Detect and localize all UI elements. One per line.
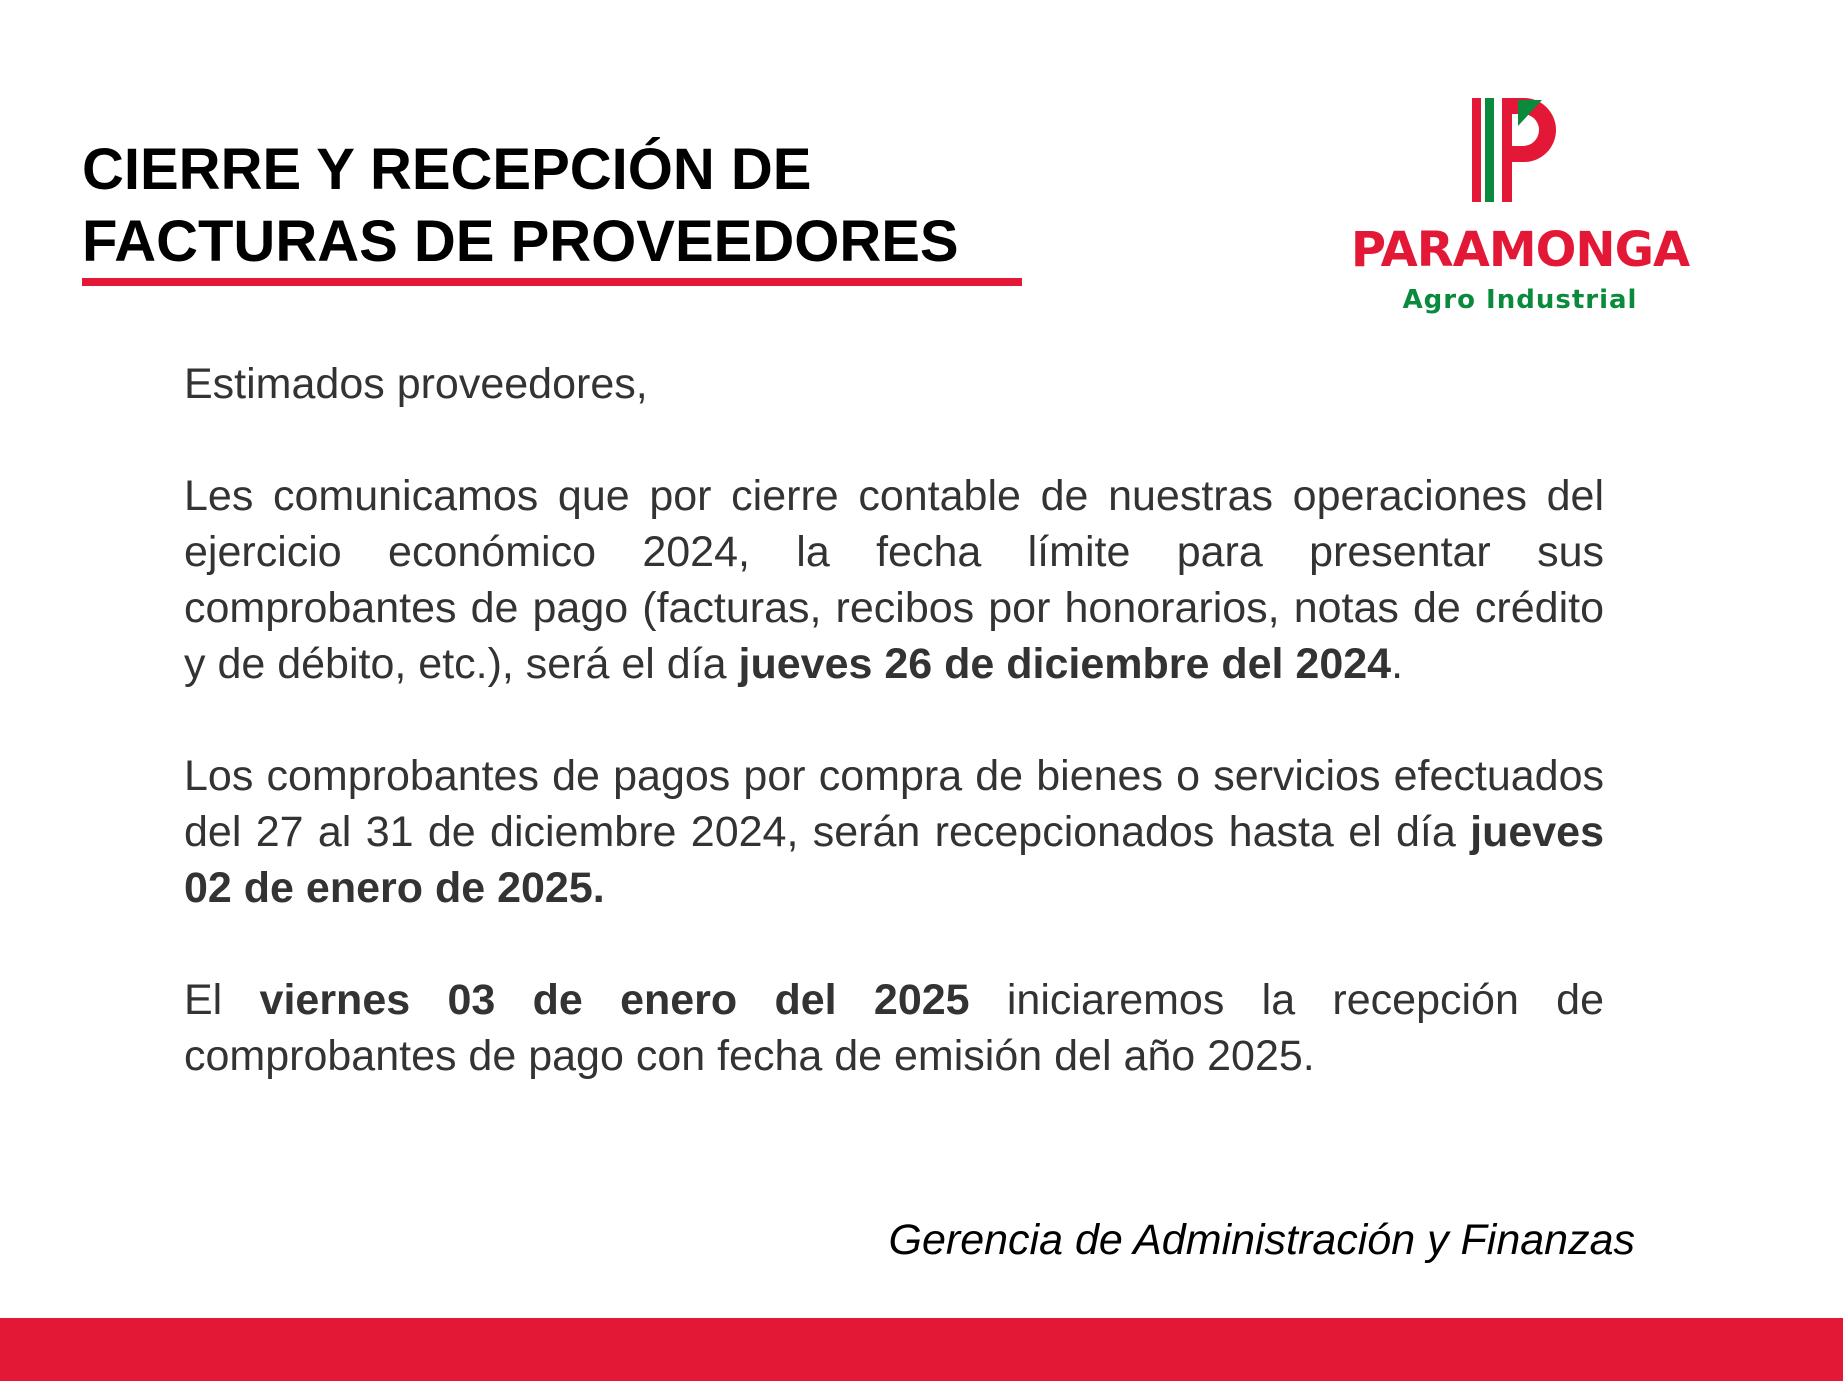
paragraph-late-receipts: [184, 748, 1604, 916]
greeting: Estimados proveedores,: [184, 360, 648, 408]
late-receipts-date: jueves 02 de enero de 2025.: [184, 808, 1604, 912]
signature: Gerencia de Administración y Finanzas: [888, 1216, 1635, 1264]
title-line-1: CIERRE Y RECEPCIÓN DE: [82, 137, 812, 202]
new-year-date: viernes 03 de enero del 2025: [259, 976, 970, 1024]
company-logo: [1320, 98, 1720, 320]
footer-bar: [0, 1318, 1843, 1381]
paragraph-deadline: [184, 468, 1604, 692]
paramonga-p-logo-icon: [1472, 98, 1566, 202]
paragraph-new-year-start: El: [184, 976, 260, 1024]
letter-body: [184, 356, 1604, 1140]
paragraph-late-receipts-text: Los comprobantes de pagos por compra de bienes o servicios efectuados del 27 al 31 de diciembre 2024, serán recepcionados hasta el día: [184, 752, 1604, 856]
title-line-2: FACTURAS DE PROVEEDORES: [82, 209, 959, 274]
page-title: [82, 134, 1042, 278]
paragraph-deadline-text: Les comunicamos que por cierre contable de nuestras operaciones del ejercicio económico 2024, la fecha límite para presentar sus comprobantes de pago (facturas, recibos por honorarios, notas de crédito y de débito, etc.), será el día: [184, 472, 1604, 688]
paragraph-deadline-end: .: [1391, 640, 1404, 688]
logo-name: PARAMONGA: [1350, 222, 1690, 278]
paragraph-new-year-text: iniciaremos la recepción de comprobantes de pago con fecha de emisión del año 2025.: [184, 976, 1604, 1080]
deadline-date: jueves 26 de diciembre del 2024: [738, 640, 1392, 688]
title-underline: [82, 278, 1022, 286]
logo-tagline: Agro Industrial: [1402, 285, 1638, 315]
paragraph-new-year: [184, 972, 1604, 1084]
